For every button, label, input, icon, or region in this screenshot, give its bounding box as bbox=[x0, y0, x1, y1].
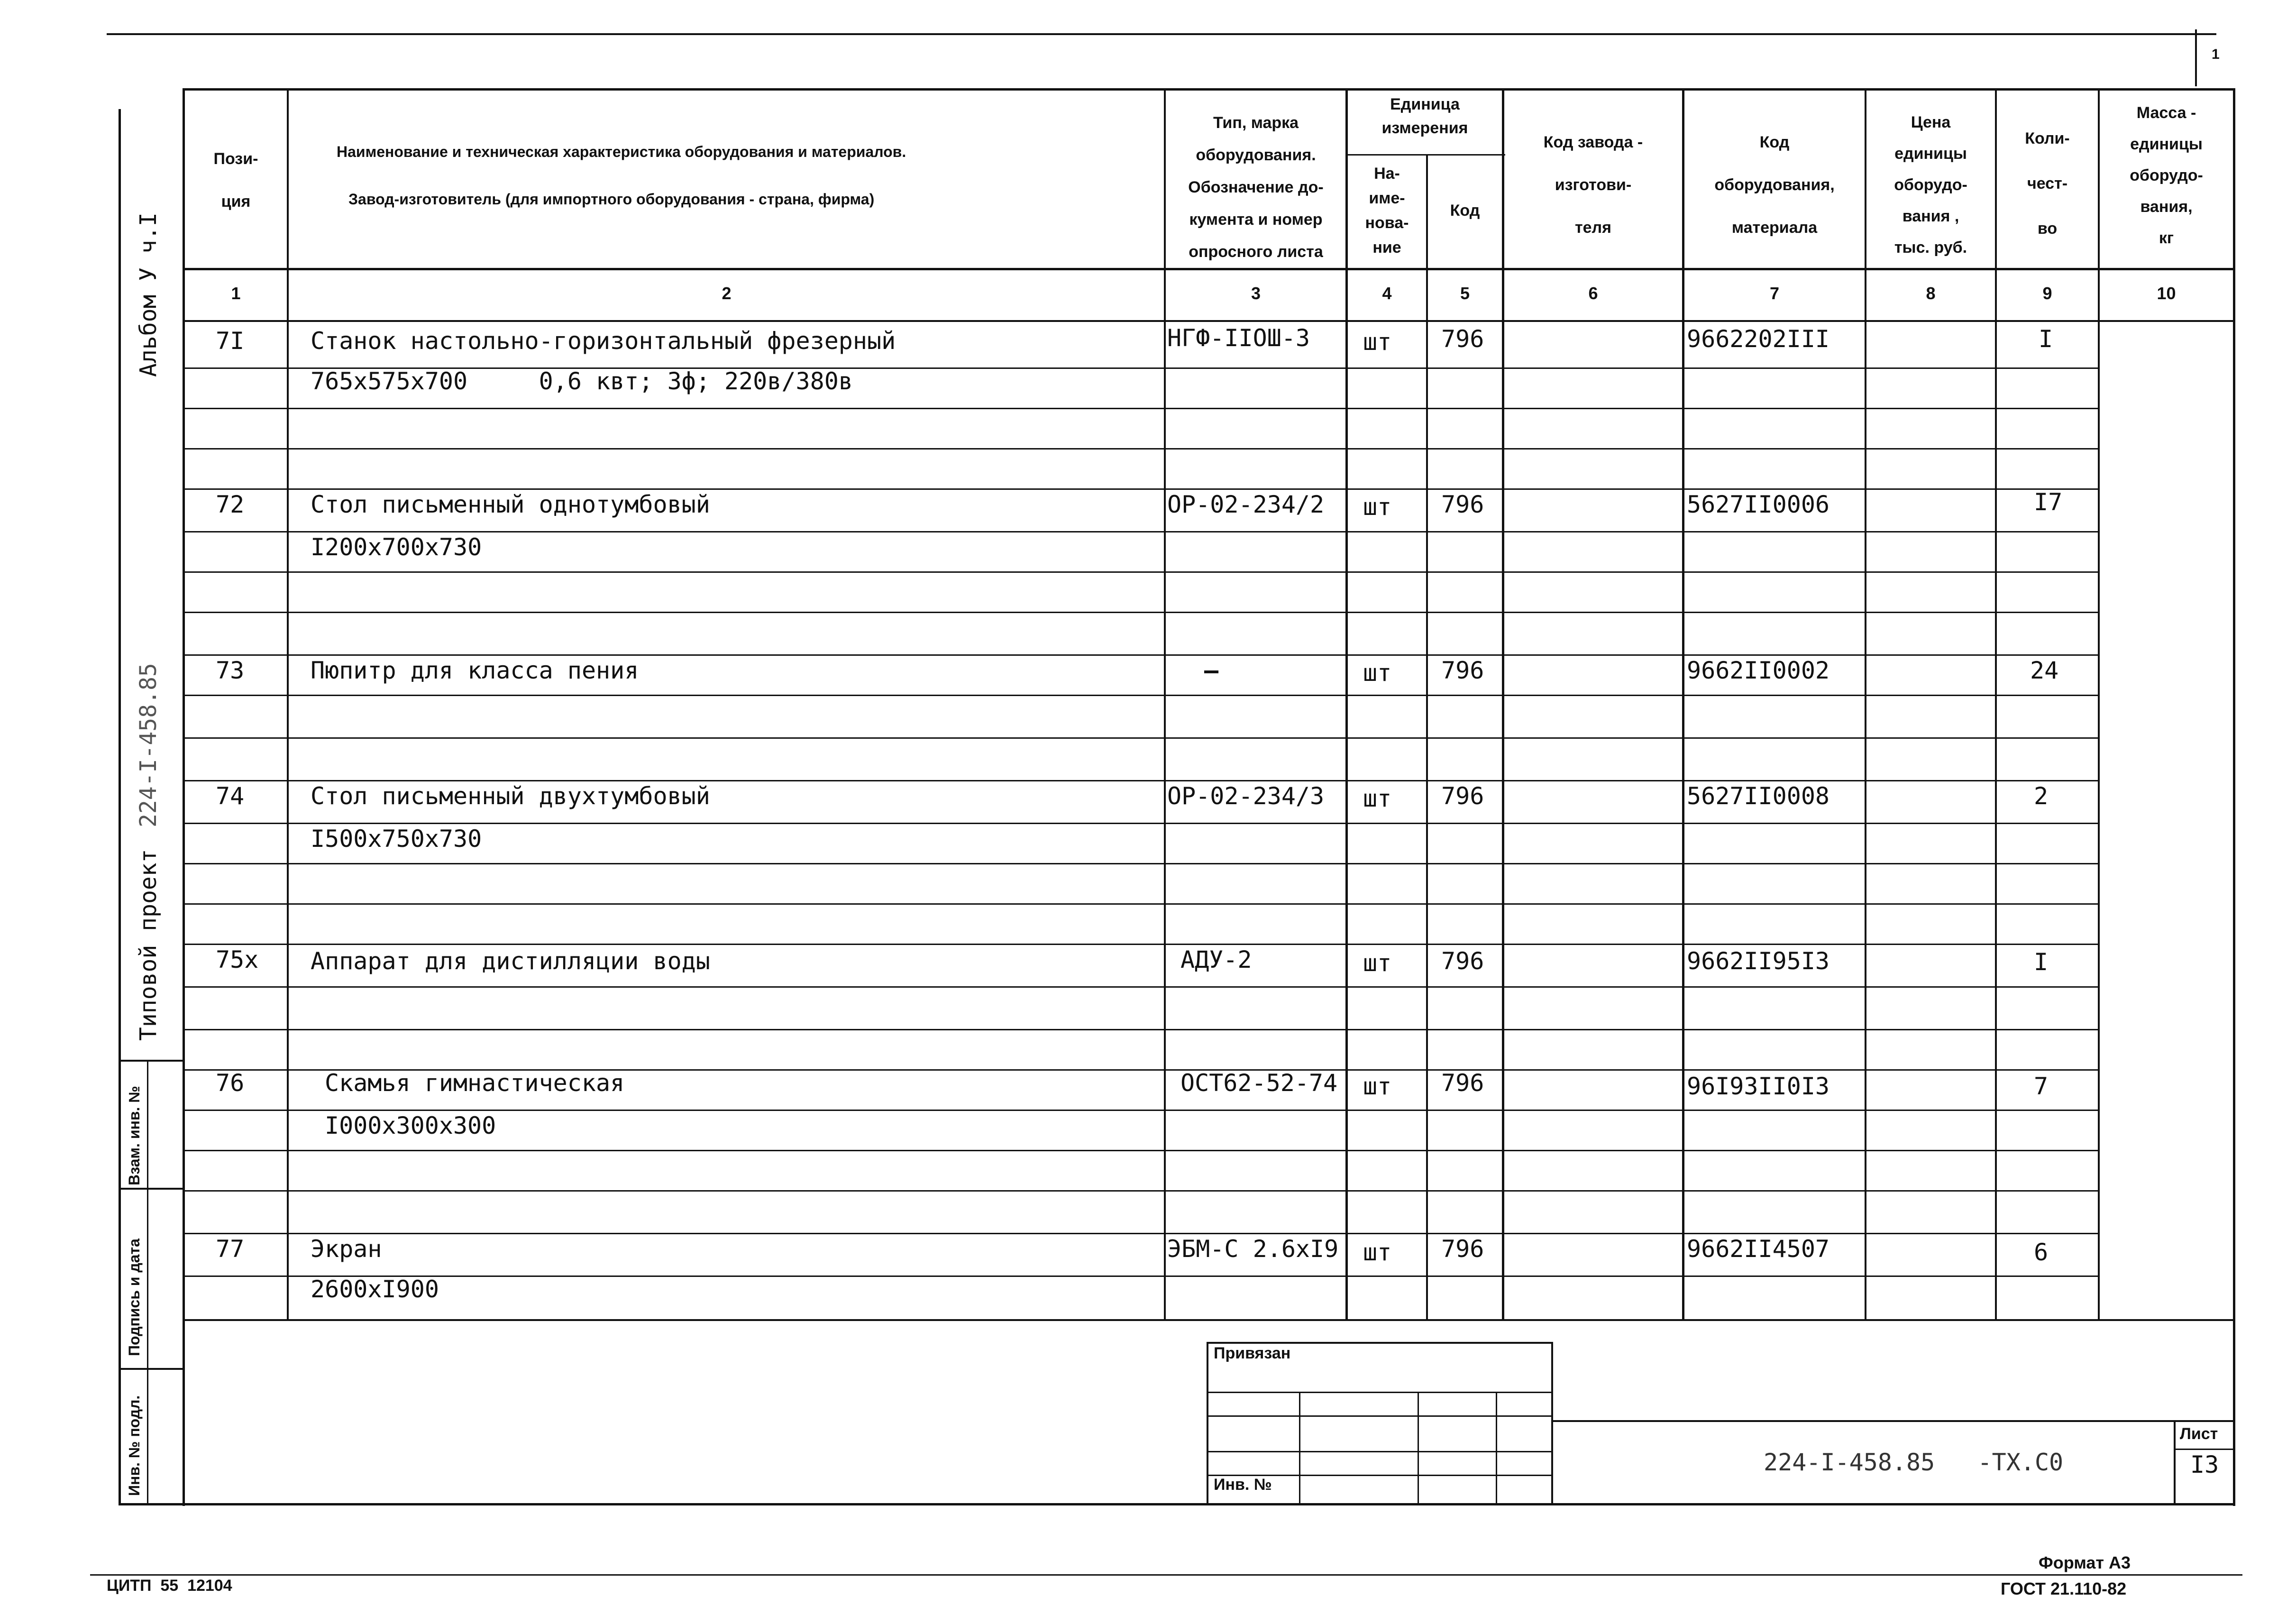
row-quantity: I bbox=[2034, 948, 2049, 976]
row-unit-code: 796 bbox=[1441, 1235, 1484, 1263]
row-unit-code: 796 bbox=[1441, 491, 1484, 518]
row-name: Станок настольно-горизонтальный фрезерный bbox=[311, 327, 896, 355]
header-price: Цена единицы оборудо- вания , тыс. руб. bbox=[1894, 113, 1967, 257]
row-quantity: 7 bbox=[2034, 1073, 2049, 1100]
sheet-label: Лист bbox=[2180, 1425, 2218, 1443]
column-number: 5 bbox=[1460, 284, 1470, 303]
document-code: 224-I-458.85 -ТХ.С0 bbox=[1764, 1449, 2064, 1476]
row-unit-code: 796 bbox=[1441, 325, 1484, 353]
row-spec: I500х750х730 bbox=[311, 825, 482, 853]
row-position: 73 bbox=[216, 657, 245, 684]
row-position: 77 bbox=[216, 1235, 245, 1263]
stamp-podpis: Подпись и дата bbox=[126, 1239, 143, 1356]
album-label: Альбом У ч.I bbox=[135, 212, 162, 377]
row-code: 9662II4507 bbox=[1687, 1235, 1830, 1263]
footer-format: Формат А3 bbox=[2039, 1553, 2131, 1572]
row-unit: шт bbox=[1363, 493, 1392, 521]
header-position: Пози- ция bbox=[213, 150, 258, 211]
row-name: Скамья гимнастическая bbox=[325, 1069, 625, 1097]
row-type: – bbox=[1204, 657, 1219, 684]
row-position: 75х bbox=[216, 946, 259, 973]
row-type: ЭБМ-С 2.6хI9 bbox=[1167, 1235, 1339, 1263]
column-number: 8 bbox=[1926, 284, 1936, 303]
project-label: Типовой проект bbox=[135, 849, 162, 1041]
row-quantity: I bbox=[2039, 325, 2053, 353]
header-unit-code: Код bbox=[1450, 202, 1480, 220]
column-number: 2 bbox=[722, 284, 732, 303]
column-number: 1 bbox=[231, 284, 241, 303]
header-factory-code: Код завода - изготови- теля bbox=[1543, 133, 1643, 237]
row-spec: 765х575х700 0,6 квт; 3ф; 220в/380в bbox=[311, 367, 853, 395]
row-name: Стол письменный двухтумбовый bbox=[311, 782, 710, 810]
header-unit-group: Единица измерения bbox=[1381, 95, 1468, 137]
row-name: Аппарат для дистилляции воды bbox=[311, 947, 710, 975]
row-spec: I000х300х300 bbox=[325, 1112, 496, 1139]
stamp-inv-no: Инв. № bbox=[1214, 1476, 1272, 1494]
row-unit-code: 796 bbox=[1441, 1069, 1484, 1097]
row-code: 9662II95I3 bbox=[1687, 947, 1830, 975]
row-unit: шт bbox=[1363, 1073, 1392, 1100]
row-code: 9662II0002 bbox=[1687, 657, 1830, 684]
row-unit: шт bbox=[1363, 785, 1392, 812]
row-type: ОСТ62-52-74 bbox=[1180, 1069, 1338, 1097]
row-unit: шт bbox=[1363, 328, 1392, 356]
row-quantity: 2 bbox=[2034, 782, 2049, 810]
row-unit: шт bbox=[1363, 949, 1392, 977]
row-quantity: 24 bbox=[2030, 657, 2059, 684]
row-type: ОР-02-234/2 bbox=[1167, 491, 1325, 518]
column-number: 10 bbox=[2157, 284, 2176, 303]
row-unit-code: 796 bbox=[1441, 782, 1484, 810]
row-name: Экран bbox=[311, 1235, 382, 1263]
footer-gost: ГОСТ 21.110-82 bbox=[2001, 1579, 2127, 1598]
footer-left: ЦИТП 55 12104 bbox=[107, 1577, 232, 1595]
stamp-inv-podl: Инв. № подл. bbox=[126, 1395, 143, 1496]
row-name: Стол письменный однотумбовый bbox=[311, 491, 710, 518]
row-unit: шт bbox=[1363, 1239, 1392, 1266]
row-unit-code: 796 bbox=[1441, 657, 1484, 684]
row-unit-code: 796 bbox=[1441, 947, 1484, 975]
row-code: 5627II0006 bbox=[1687, 491, 1830, 518]
column-number: 9 bbox=[2042, 284, 2052, 303]
row-type: ОР-02-234/3 bbox=[1167, 782, 1325, 810]
sheet-number: I3 bbox=[2190, 1451, 2219, 1478]
row-code: 5627II0008 bbox=[1687, 782, 1830, 810]
column-number: 7 bbox=[1769, 284, 1780, 303]
stamp-vzam: Взам. инв. № bbox=[126, 1086, 143, 1185]
header-mass: Масса - единицы оборудо- вания, кг bbox=[2130, 104, 2203, 247]
column-number: 6 bbox=[1588, 284, 1598, 303]
column-number: 3 bbox=[1251, 284, 1261, 303]
header-equipment-code: Код оборудования, материала bbox=[1714, 133, 1835, 237]
project-code: 224-I-458.85 bbox=[135, 663, 162, 827]
top-right-mark: 1 bbox=[2212, 46, 2220, 62]
header-type: Тип, марка оборудования. Обозначение до- кумента и номер опросного листа bbox=[1188, 114, 1324, 261]
row-position: 72 bbox=[216, 491, 245, 518]
header-quantity: Коли- чест- во bbox=[2025, 129, 2070, 238]
header-name: Наименование и техническая характеристика оборудования и материалов. Завод-изготовитель (для импортного оборудования - страна, фирма) bbox=[337, 143, 906, 208]
row-code: 9662202III bbox=[1687, 325, 1830, 353]
row-spec: 2600хI900 bbox=[311, 1275, 439, 1303]
row-unit: шт bbox=[1363, 659, 1392, 687]
row-quantity: I7 bbox=[2034, 488, 2063, 516]
column-number: 4 bbox=[1382, 284, 1392, 303]
row-type: АДУ-2 bbox=[1180, 946, 1252, 973]
row-position: 74 bbox=[216, 782, 245, 810]
header-unit-name: На- име- нова- ние bbox=[1365, 165, 1409, 257]
row-type: НГФ-IIОШ-3 bbox=[1167, 324, 1310, 352]
row-code: 96I93II0I3 bbox=[1687, 1073, 1830, 1100]
row-position: 7I bbox=[216, 327, 245, 355]
stamp-privyazan: Привязан bbox=[1214, 1344, 1291, 1362]
row-position: 76 bbox=[216, 1069, 245, 1097]
row-quantity: 6 bbox=[2034, 1239, 2049, 1266]
row-name: Пюпитр для класса пения bbox=[311, 657, 639, 684]
row-spec: I200х700х730 bbox=[311, 533, 482, 561]
